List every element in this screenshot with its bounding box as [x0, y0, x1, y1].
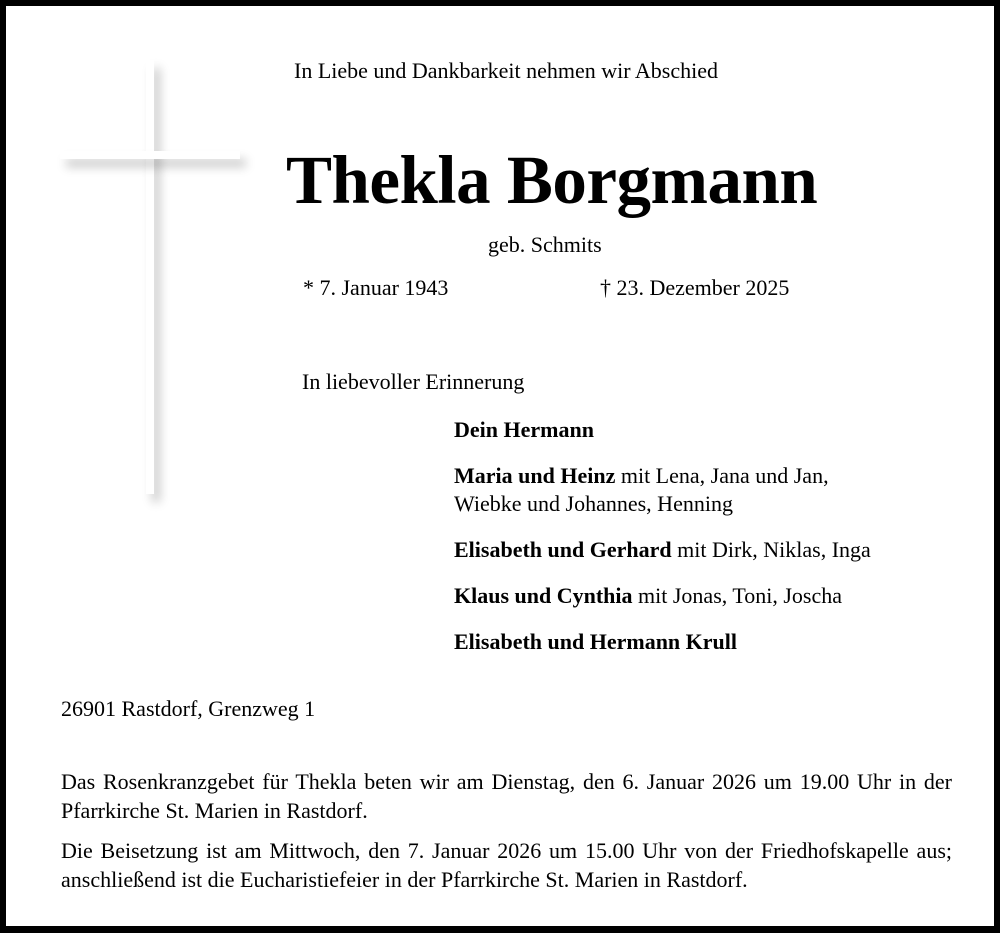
- family-list: [454, 416, 871, 674]
- maiden-name: geb. Schmits: [488, 232, 602, 257]
- family-entry-rest: mit Dirk, Niklas, Inga: [671, 537, 871, 562]
- family-entry: [454, 628, 871, 656]
- family-entry-continuation: Wiebke und Johannes, Henning: [454, 491, 733, 516]
- cross-icon: [146, 60, 154, 494]
- intro-line: In Liebe und Dankbarkeit nehmen wir Abschied: [294, 58, 718, 83]
- family-entry: [454, 462, 871, 518]
- family-entry-names: Elisabeth und Hermann Krull: [454, 629, 738, 654]
- death-date: † 23. Dezember 2025: [600, 275, 790, 300]
- family-entry: [454, 536, 871, 564]
- family-entry-names: Klaus und Cynthia: [454, 583, 633, 608]
- family-entry-names: Dein Hermann: [454, 417, 594, 442]
- birth-date: * 7. Januar 1943: [303, 275, 449, 300]
- address: 26901 Rastdorf, Grenzweg 1: [61, 696, 316, 721]
- cross-icon-center: [146, 151, 154, 159]
- family-entry-rest: mit Jonas, Toni, Joscha: [632, 583, 843, 608]
- family-entry: [454, 416, 871, 444]
- burial-paragraph: Die Beisetzung ist am Mittwoch, den 7. Januar 2026 um 15.00 Uhr von der Friedhofskapelle aus; anschließend ist die Eucharistiefeier in der Pfarrkirche St. Marien in Rastdorf.: [61, 838, 952, 892]
- remembrance-line: In liebevoller Erinnerung: [302, 369, 525, 394]
- deceased-name: Thekla Borgmann: [286, 142, 818, 218]
- family-entry-rest: mit Lena, Jana und Jan,: [615, 463, 829, 488]
- rosary-paragraph: Das Rosenkranzgebet für Thekla beten wir am Dienstag, den 6. Januar 2026 um 19.00 Uhr in der Pfarrkirche St. Marien in Rastdorf.: [61, 769, 952, 823]
- family-entry-names: Elisabeth und Gerhard: [454, 537, 672, 562]
- service-info: [61, 767, 952, 905]
- family-entry-names: Maria und Heinz: [454, 463, 616, 488]
- family-entry: [454, 582, 871, 610]
